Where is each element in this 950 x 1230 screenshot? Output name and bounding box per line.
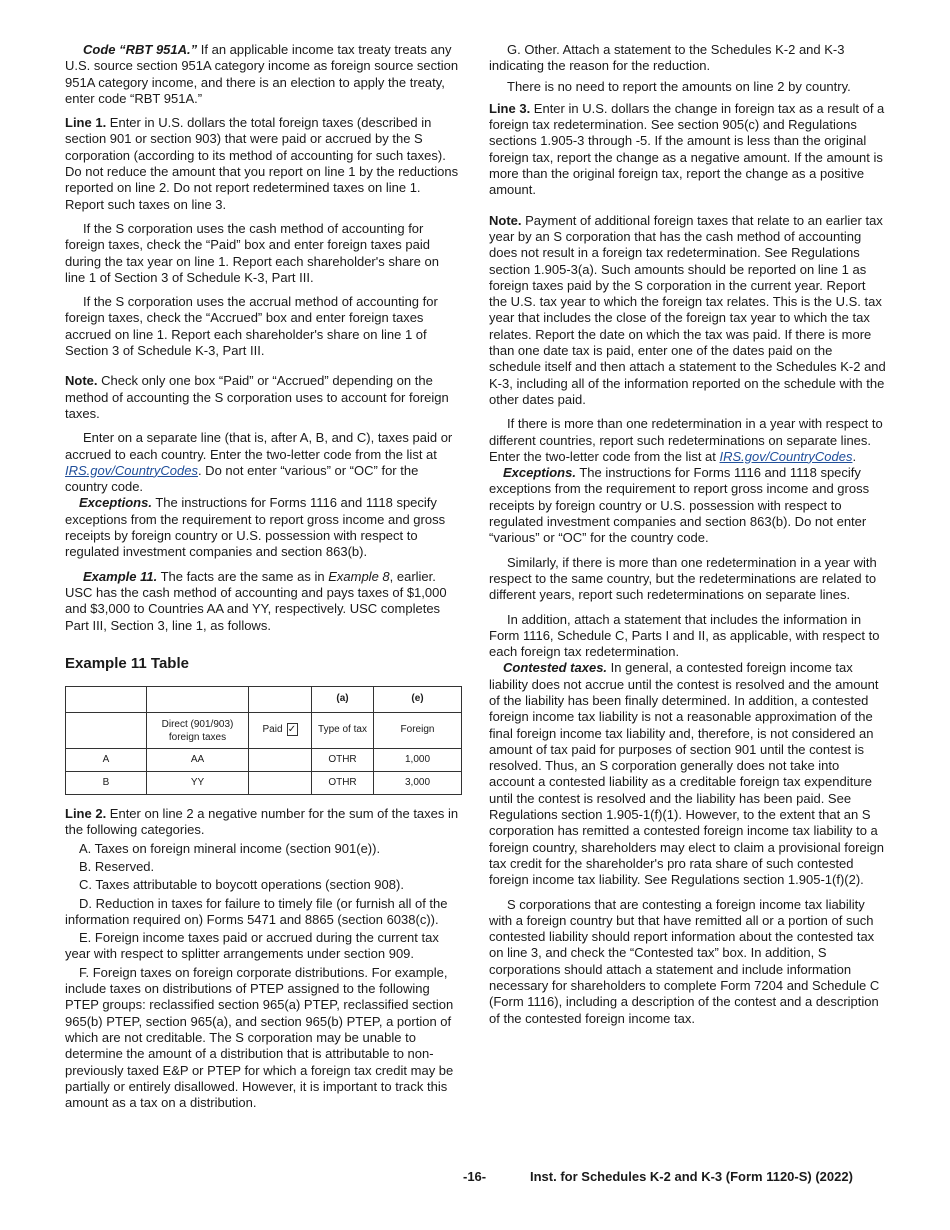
right-column <box>489 42 886 1027</box>
rbt-lead: Code “RBT 951A.” <box>83 42 198 57</box>
country-code: AA <box>147 749 249 772</box>
no-need-paragraph: There is no need to report the amounts on line 2 by country. <box>507 78 851 94</box>
note-paragraph <box>65 373 462 422</box>
foreign-header: Foreign <box>374 713 462 749</box>
example11-table <box>65 686 462 795</box>
note-lead: Note. <box>489 212 522 228</box>
col-e-header: (e) <box>374 687 462 713</box>
note-text: Check only one box “Paid” or “Accrued” depending on the method of accounting the S corporation uses to account for foreign taxes. <box>65 373 449 421</box>
example11-lead: Example 11. <box>83 568 158 584</box>
rbt-text: If an applicable income tax treaty treats any U.S. source section 951A category income as foreign source section 951A category income, and there is an election to apply the treaty, enter code “RBT 951A.” <box>65 42 459 106</box>
exceptions-lead: Exceptions. <box>79 495 152 511</box>
accrual-paragraph: If the S corporation uses the accrual method of accounting for foreign taxes, check the “Accrued” box and enter foreign taxes accrued on line 1. Report each shareholder's share on line 1 of Section 3 of Schedule K-3, Part III. <box>65 294 438 359</box>
table-cell <box>66 713 147 749</box>
note-text: Payment of additional foreign taxes that relate to an earlier tax year by an S corporation that has the cash method of accounting does not result in a foreign tax redetermination. See Regulations section 1.905-3(a). Such amounts should be reported on line 1 as foreign taxes paid by the S corporation in the current year. Report the U.S. tax year to which the foreign tax relates. This is the U.S. tax year that includes the close of the foreign tax year to which the tax relates. Report the date on which the tax was paid. If there is more than one date tax is paid, enter one of the dates paid on the schedule itself and then attach a statement to the Schedules K-2 and K-3, including all of the information reported on the schedule with the other dates paid. <box>489 212 886 407</box>
table-row <box>66 772 462 795</box>
tax-amount: 1,000 <box>374 749 462 772</box>
category-b: B. Reserved. <box>79 858 155 874</box>
table-header-row-2 <box>66 713 462 749</box>
footer-title: Inst. for Schedules K-2 and K-3 (Form 1120-S) (2022) <box>530 1169 853 1184</box>
paid-checkbox[interactable]: ✓ <box>287 724 297 736</box>
line2-text: Enter on line 2 a negative number for the sum of the taxes in the following categories. <box>65 806 459 838</box>
line3-paragraph <box>489 101 886 199</box>
addition-paragraph: In addition, attach a statement that includes the information in Form 1116, Schedule C, Parts I and II, as applicable, with respect to each foreign tax redetermination. <box>489 611 880 660</box>
table-cell <box>249 687 312 713</box>
row-label: A <box>66 749 147 772</box>
cash-paragraph: If the S corporation uses the cash method of accounting for foreign taxes, check the “Paid” box and enter foreign taxes paid during the tax year on line 1. Report each shareholder's share on line 1 of Section 3 of Schedule K-3, Part III. <box>65 220 439 285</box>
similarly-paragraph: Similarly, if there is more than one redetermination in a year with respect to the same country, but the redeterminations are related to different years, report such redeterminations on separate lines. <box>489 554 877 603</box>
separate-pre: Enter on a separate line (that is, after A, B, and C), taxes paid or accrued to each country. Enter the two-letter code from the list at <box>65 430 453 462</box>
tax-type: OTHR <box>312 772 374 795</box>
line1-text: Enter in U.S. dollars the total foreign taxes (described in section 901 or section 903) that were paid or accrued by the S corporation (according to its method of accounting for such taxes). Do not reduce the amount that you report on line 1 by the reductions reported on line 2. Do not report redetermined taxes on line 1. Report such taxes on line 3. <box>65 115 459 212</box>
table-row <box>66 749 462 772</box>
exceptions-text: The instructions for Forms 1116 and 1118 specify exceptions from the requirement to report gross income and gross receipts by foreign country or U.S. possession with respect to regulated investment companies and section 863(b). <box>65 495 446 560</box>
line2-lead: Line 2. <box>65 806 107 822</box>
paid-label: Paid <box>262 724 283 736</box>
example11-post: , earlier. USC has the cash method of accounting and pays taxes of $1,000 and $3,000 to Countries AA and YY, respectively. USC completes Part III, Section 3, line 1, as follows. <box>65 568 447 633</box>
category-e: E. Foreign income taxes paid or accrued during the current tax year with respect to splitter arrangements under section 909. <box>65 930 439 962</box>
exceptions-paragraph <box>489 465 886 546</box>
example11-paragraph <box>65 569 462 634</box>
table-cell <box>147 687 249 713</box>
country-codes-link[interactable]: IRS.gov/CountryCodes <box>65 462 198 478</box>
exceptions-lead: Exceptions. <box>503 465 576 481</box>
exceptions-paragraph <box>65 495 462 560</box>
separate-line-paragraph <box>65 430 462 495</box>
example11-pre: The facts are the same as in <box>157 568 329 584</box>
multi-redetermination-paragraph <box>489 416 886 465</box>
line3-text: Enter in U.S. dollars the change in foreign tax as a result of a foreign tax redetermination. See section 905(c) and Regulations sections 1.905-3 through -5. If the amount is less than the original foreign tax, report the change as a negative amount. If the amount is more than the original foreign tax, report the change as a positive amount. <box>489 100 885 198</box>
contested-paragraph <box>489 660 886 888</box>
rbt-paragraph <box>65 42 462 107</box>
note-lead: Note. <box>65 373 98 389</box>
row-label: B <box>66 772 147 795</box>
contested-lead: Contested taxes. <box>503 660 608 676</box>
tax-type: OTHR <box>312 749 374 772</box>
table-cell <box>66 687 147 713</box>
table-title: Example 11 Table <box>65 654 189 672</box>
line1-lead: Line 1. <box>65 115 107 131</box>
country-code: YY <box>147 772 249 795</box>
line1-paragraph <box>65 115 462 213</box>
note-paragraph <box>489 213 886 409</box>
category-a: A. Taxes on foreign mineral income (section 901(e)). <box>79 840 381 856</box>
category-f: F. Foreign taxes on foreign corporate distributions. For example, include taxes on distributions of PTEP assigned to the following PTEP groups: reclassified section 965(a) PTEP, reclassified section 965(b) PTEP, section 965(a), and section 965(b) PTEP, a portion of which are not creditable. The S corporation may be unable to determine the amount of a distribution that is attributable to non-previously taxed E&P or PTEP for which a foreign tax credit may be partially or entirely disallowed. However, it is important to track this amount as a tax on a distribution. <box>65 964 454 1111</box>
example8-ref: Example 8 <box>328 568 390 584</box>
direct-header: Direct (901/903) foreign taxes <box>147 713 249 749</box>
table-header-row-1 <box>66 687 462 713</box>
category-g: G. Other. Attach a statement to the Schedules K-2 and K-3 indicating the reason for the reduction. <box>489 42 845 74</box>
country-codes-link[interactable]: IRS.gov/CountryCodes <box>719 448 853 464</box>
multi-pre: If there is more than one redetermination in a year with respect to different countries, report such redeterminations on separate lines. Enter the two-letter code from the list at <box>489 416 883 464</box>
line3-lead: Line 3. <box>489 100 531 116</box>
page-number: -16- <box>463 1169 487 1184</box>
separate-post: . Do not enter “various” or “OC” for the country code. <box>65 462 419 495</box>
exceptions-text: The instructions for Forms 1116 and 1118 specify exceptions from the requirement to report gross income and gross receipts by foreign country or U.S. possession with respect to regulated investment companies and section 863(b). Do not enter “various” or “OC” for the country code. <box>489 465 870 546</box>
line2-paragraph <box>65 806 462 839</box>
tax-amount: 3,000 <box>374 772 462 795</box>
s-corps-paragraph: S corporations that are contesting a foreign income tax liability with a foreign country but that have remitted all or a portion of such contested liability should report information about the contested tax on line 3, and check the “Contested tax” box. In addition, S corporations should attach a statement and include information necessary for shareholders to complete Form 7204 and Schedule C (Form 1116), including a description of the contest and a description of the contested foreign income tax. <box>489 896 880 1026</box>
left-column <box>65 42 462 1111</box>
type-header: Type of tax <box>312 713 374 749</box>
paid-header <box>249 713 312 749</box>
multi-post: . <box>852 448 857 464</box>
table-cell <box>249 772 312 795</box>
category-c: C. Taxes attributable to boycott operations (section 908). <box>79 877 404 893</box>
category-d: D. Reduction in taxes for failure to timely file (or furnish all of the information required on) Forms 5471 and 8865 (section 6038(c)). <box>65 895 448 927</box>
table-cell <box>249 749 312 772</box>
col-a-header: (a) <box>312 687 374 713</box>
contested-text: In general, a contested foreign income tax liability does not accrue until the contest is resolved and the amount of the liability has been finally determined. In addition, a contested foreign income tax liability is not a reasonable approximation of the final foreign income tax liability and, therefore, is not considered an amount of tax paid for purposes of section 901 until the contest is resolved. Thus, an S corporation generally does not take into account a contested liability as a creditable foreign tax expenditure until the contest is resolved and the liability has been paid. See Regulations section 1.905-1(f)(1). However, to the extent that an S corporation has remitted a contested foreign income tax liability to a foreign country, shareholders may elect to claim a provisional foreign tax credit for the shareholder's pro rata share of such contested foreign income tax liability. See Regulations section 1.905-1(f)(2). <box>489 660 885 888</box>
